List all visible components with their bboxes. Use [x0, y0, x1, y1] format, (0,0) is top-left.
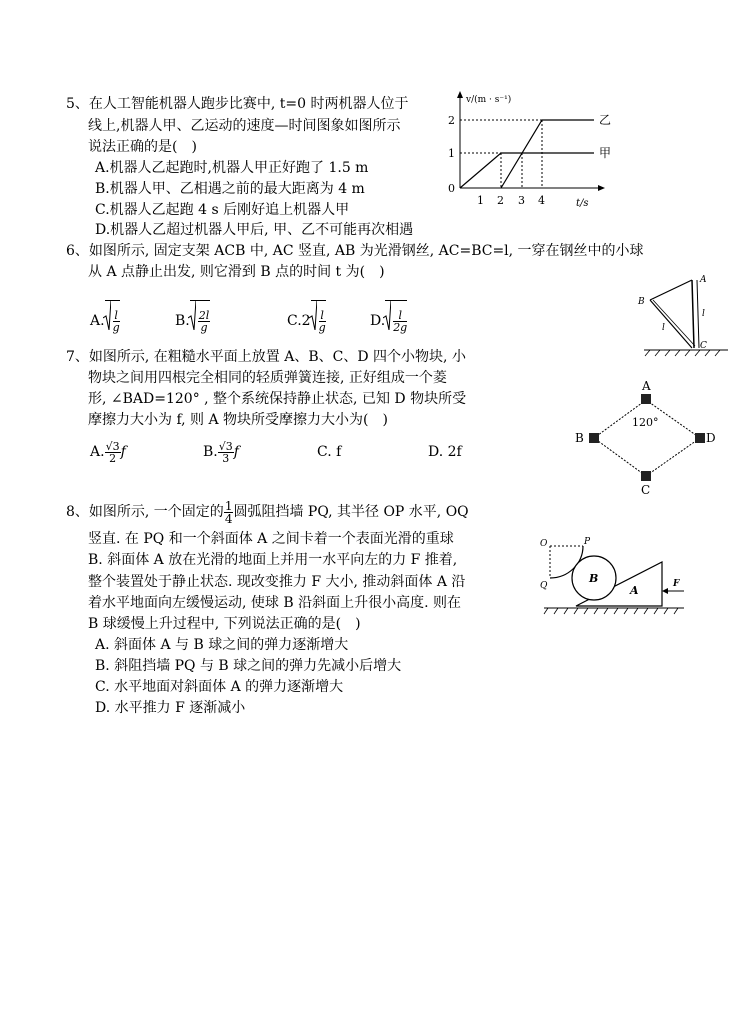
q7-label-b: B — [575, 431, 584, 445]
q7-springs — [594, 400, 700, 476]
q8-label-q: Q — [540, 581, 548, 591]
q7-line3: 形, ∠BAD=120° , 整个系统保持静止状态, 已知 D 物块所受 — [88, 391, 467, 407]
q7-line4: 摩擦力大小为 f, 则 A 物块所受摩擦力大小为( ) — [88, 412, 388, 428]
q8-line4: 整个装置处于静止状态. 现改变推力 F 大小, 推动斜面体 A 沿 — [88, 574, 466, 590]
q7-block-d — [695, 433, 705, 443]
q6-label-l-ac: l — [702, 309, 705, 319]
q8-option-a: A. 斜面体 A 与 B 球之间的弹力逐渐增大 — [95, 637, 349, 653]
q8-option-c: C. 水平地面对斜面体 A 的弹力逐渐增大 — [95, 679, 344, 695]
q5-xtick-1: 1 — [477, 194, 484, 207]
q5-y-arrow — [457, 91, 463, 98]
q6-option-d: D. $\frac{l}{2g}$ — [370, 300, 407, 341]
q8-line1: 8、如图所示, 一个固定的 $\frac{1}{4}$ 圆弧阻挡墙 PQ, 其半径 OP 水平, OQ — [66, 498, 469, 526]
q7-line2: 物块之间用四根完全相同的轻质弹簧连接, 正好组成一个菱 — [88, 370, 447, 386]
q5-option-a: A.机器人乙起跑时,机器人甲正好跑了 1.5 m — [95, 160, 369, 176]
q5-vt-graph — [440, 88, 620, 210]
q6-line1: 6、如图所示, 固定支架 ACB 中, AC 竖直, AB 为光滑钢丝, AC=BC=l, 一穿在钢丝中的小球 — [66, 243, 644, 259]
q8-label-a: A — [630, 584, 639, 597]
q5-xtick-3: 3 — [518, 194, 525, 207]
q7-rhombus-figure — [572, 378, 722, 496]
q6-rod-ac-2 — [697, 280, 699, 348]
q8-label-f: F — [673, 579, 680, 589]
q6-label-b: B — [638, 297, 645, 307]
q6-support-figure — [632, 270, 732, 358]
q8-label-b: B — [589, 572, 599, 585]
q6-option-b: B. $\frac{2l}{g}$ — [175, 300, 210, 341]
q5-label-yi: 乙 — [599, 113, 612, 127]
q7-option-c: C. f — [317, 444, 342, 460]
q5-xtick-4: 4 — [538, 194, 545, 207]
q5-ytick-2: 2 — [448, 114, 455, 127]
q8-line2: 竖直. 在 PQ 和一个斜面体 A 之间卡着一个表面光滑的重球 — [88, 531, 454, 547]
q8-option-d: D. 水平推力 F 逐渐减小 — [95, 700, 246, 716]
q7-label-c: C — [641, 483, 651, 496]
q8-line3: B. 斜面体 A 放在光滑的地面上并用一水平向左的力 F 推着, — [88, 552, 458, 568]
q7-option-d: D. 2f — [428, 444, 462, 460]
q8-line6: B 球缓慢上升过程中, 下列说法正确的是( ) — [88, 616, 361, 632]
q5-ytick-0: 0 — [448, 182, 455, 195]
q6-option-a: A. $\frac{l}{g}$ — [90, 300, 120, 341]
q8-label-o: O — [540, 539, 548, 549]
q5-xtick-2: 2 — [497, 194, 504, 207]
q6-label-c: C — [700, 341, 707, 351]
q7-option-a: A. $\frac{√3}{2}$ f — [90, 439, 126, 465]
q5-x-label: t/s — [576, 198, 589, 209]
q7-block-c — [641, 471, 651, 481]
q5-option-b: B.机器人甲、乙相遇之前的最大距离为 4 m — [95, 181, 365, 197]
q6-wire-ab — [650, 280, 692, 300]
q7-angle-label: 120° — [632, 416, 659, 429]
q5-line-yi — [501, 120, 594, 188]
q8-line5: 着水平地面向左缓慢运动, 使球 B 沿斜面上升很小高度. 则在 — [88, 595, 461, 611]
q5-line3: 说法正确的是( ) — [88, 139, 197, 155]
q6-rod-ac — [692, 280, 694, 348]
q8-option-b: B. 斜阻挡墙 PQ 与 B 球之间的弹力先减小后增大 — [95, 658, 402, 674]
q6-rod-bc-2 — [653, 300, 695, 346]
q7-option-b: B. $\frac{√3}{3}$ f — [203, 439, 239, 465]
q5-option-d: D.机器人乙超过机器人甲后, 甲、乙不可能再次相遇 — [95, 222, 414, 238]
q7-label-a: A — [642, 379, 651, 393]
q8-force-arrow — [662, 588, 668, 594]
q7-label-d: D — [706, 431, 716, 445]
q6-label-l-bc: l — [662, 323, 665, 333]
q5-x-arrow — [598, 185, 605, 191]
q6-label-a: A — [700, 275, 707, 285]
q5-option-c: C.机器人乙起跑 4 s 后刚好追上机器人甲 — [95, 202, 350, 218]
q5-line-jia — [460, 153, 594, 188]
q5-line2: 线上,机器人甲、乙运动的速度—时间图象如图所示 — [88, 118, 401, 134]
q5-label-jia: 甲 — [599, 146, 612, 160]
q6-line2: 从 A 点静止出发, 则它滑到 B 点的时间 t 为( ) — [88, 264, 385, 280]
q5-y-label: v/(m · s⁻¹) — [466, 95, 512, 105]
q5-line1: 5、在人工智能机器人跑步比赛中, t=0 时两机器人位于 — [66, 96, 409, 112]
q6-rod-bc — [650, 300, 692, 348]
q8-incline-figure — [538, 536, 688, 620]
q5-ytick-1: 1 — [448, 147, 455, 160]
q6-option-c: C.2 $\frac{l}{g}$ — [287, 300, 326, 341]
q7-block-a — [641, 394, 651, 404]
q7-line1: 7、如图所示, 在粗糙水平面上放置 A、B、C、D 四个小物块, 小 — [66, 349, 466, 365]
q7-block-b — [589, 433, 599, 443]
q8-label-p: P — [584, 537, 591, 547]
